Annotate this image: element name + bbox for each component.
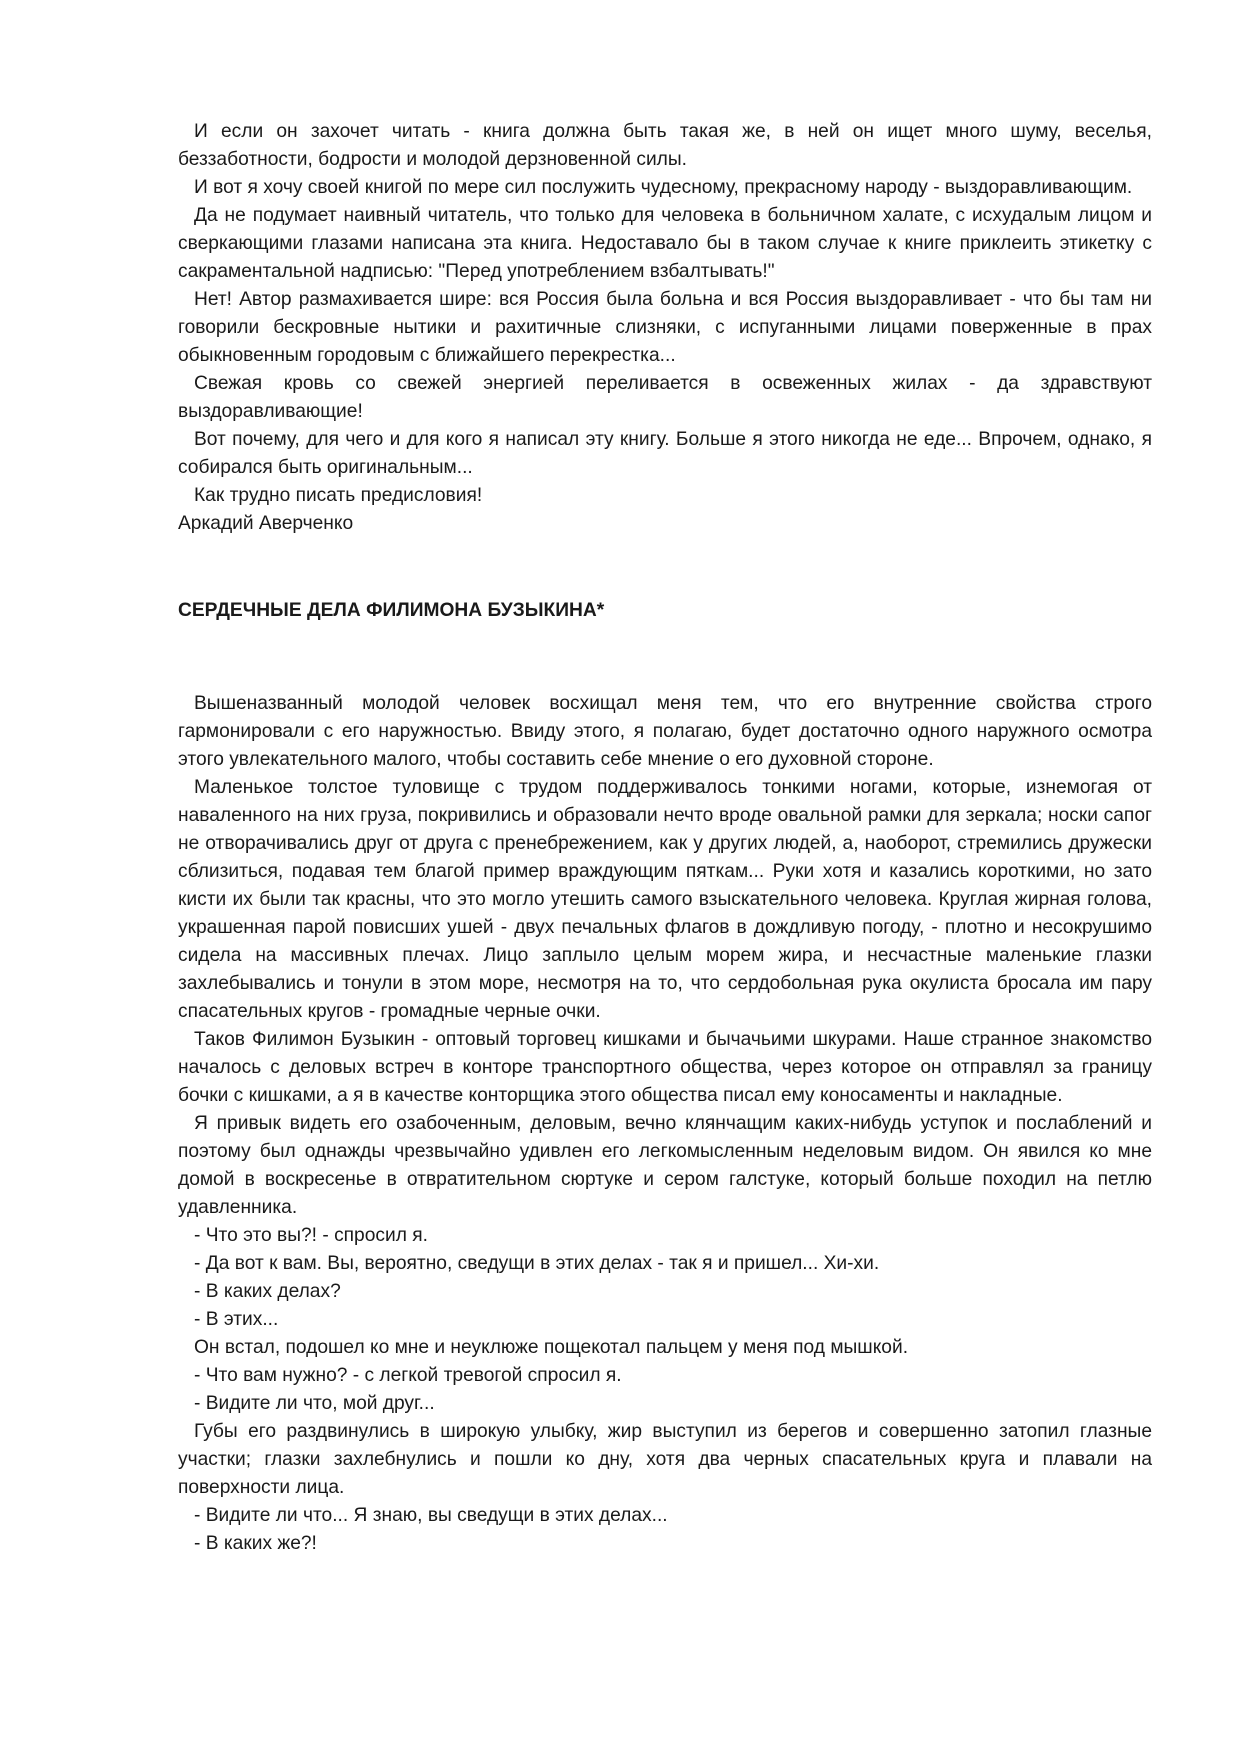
paragraph: Я привык видеть его озабоченным, деловым, вечно клянчащим каких-нибудь уступок и послаблений и поэтому был однажды чрезвычайно удивлен его легкомысленным неделовым видом. Он явился ко мне домой в воскресенье в отвратительном сюртуке и сером галстуке, который больше походил на петлю удавленника.	[178, 1113, 1152, 1218]
dialogue-line: - Да вот к вам. Вы, вероятно, сведущи в этих делах - так я и пришел... Хи-хи.	[194, 1253, 880, 1274]
preface-section	[178, 118, 1152, 538]
paragraph: Вот почему, для чего и для кого я написал эту книгу. Больше я этого никогда не еде... Впрочем, однако, я собирался быть оригинальным...	[178, 429, 1152, 478]
story-section	[178, 690, 1152, 1558]
dialogue-line: - В этих...	[194, 1309, 279, 1330]
paragraph: И если он захочет читать - книга должна быть такая же, в ней он ищет много шуму, веселья, беззаботности, бодрости и молодой дерзновенной силы.	[178, 121, 1152, 170]
chapter-title: СЕРДЕЧНЫЕ ДЕЛА ФИЛИМОНА БУЗЫКИНА*	[178, 600, 605, 621]
paragraph: И вот я хочу своей книгой по мере сил послужить чудесному, прекрасному народу - выздоравливающим.	[194, 177, 1133, 198]
dialogue-line: - В каких делах?	[194, 1281, 341, 1302]
paragraph: Да не подумает наивный читатель, что только для человека в больничном халате, с исхудалым лицом и сверкающими глазами написана эта книга. Недоставало бы в таком случае к книге приклеить этикетку с сакраментальной надписью: "Перед употреблением взбалтывать!"	[178, 205, 1152, 282]
paragraph: Маленькое толстое туловище с трудом поддерживалось тонкими ногами, которые, изнемогая от наваленного на них груза, покривились и образовали нечто вроде овальной рамки для зеркала; носки сапог не отворачивались друг от друга с пренебрежением, как у других людей, а, наоборот, стремились дружески сблизиться, подавая тем благой пример враждующим пяткам... Руки хотя и казались короткими, но зато кисти их были так красны, что это могло утешить самого взыскательного человека. Круглая жирная голова, украшенная парой повисших ушей - двух печальных флагов в дождливую погоду, - плотно и несокрушимо сидела на массивных плечах. Лицо заплыло целым морем жира, и несчастные маленькие глазки захлебывались и тонули в этом море, несмотря на то, что сердобольная рука окулиста бросала им пару спасательных кругов - громадные черные очки.	[178, 777, 1152, 1022]
dialogue-line: - Что вам нужно? - с легкой тревогой спросил я.	[194, 1365, 622, 1386]
author-signature: Аркадий Аверченко	[178, 513, 354, 534]
paragraph: Вышеназванный молодой человек восхищал меня тем, что его внутренние свойства строго гармонировали с его наружностью. Ввиду этого, я полагаю, будет достаточно одного наружного осмотра этого увлекательного малого, чтобы составить себе мнение о его духовной стороне.	[178, 693, 1152, 770]
dialogue-line: - Что это вы?! - спросил я.	[194, 1225, 428, 1246]
section-spacer	[178, 625, 1152, 690]
paragraph: Нет! Автор размахивается шире: вся Россия была больна и вся Россия выздоравливает - что бы там ни говорили бескровные нытики и рахитичные слизняки, с испуганными лицами поверженные в прах обыкновенным городовым с ближайшего перекрестка...	[178, 289, 1152, 366]
paragraph: Как трудно писать предисловия!	[194, 485, 483, 506]
section-spacer	[178, 538, 1152, 597]
paragraph: Губы его раздвинулись в широкую улыбку, жир выступил из берегов и совершенно затопил глазные участки; глазки захлебнулись и пошли ко дну, хотя два черных спасательных круга и плавали на поверхности лица.	[178, 1421, 1152, 1498]
dialogue-line: - Видите ли что, мой друг...	[194, 1393, 435, 1414]
paragraph: Он встал, подошел ко мне и неуклюже пощекотал пальцем у меня под мышкой.	[194, 1337, 909, 1358]
dialogue-line: - В каких же?!	[194, 1533, 317, 1554]
dialogue-line: - Видите ли что... Я знаю, вы сведущи в этих делах...	[194, 1505, 668, 1526]
paragraph: Таков Филимон Бузыкин - оптовый торговец кишками и бычачьими шкурами. Наше странное знакомство началось с деловых встреч в конторе транспортного общества, через которое он отправлял за границу бочки с кишками, а я в качестве конторщика этого общества писал ему коносаменты и накладные.	[178, 1029, 1152, 1106]
paragraph: Свежая кровь со свежей энергией переливается в освеженных жилах - да здравствуют выздоравливающие!	[178, 373, 1152, 422]
document-page	[178, 118, 1152, 1558]
